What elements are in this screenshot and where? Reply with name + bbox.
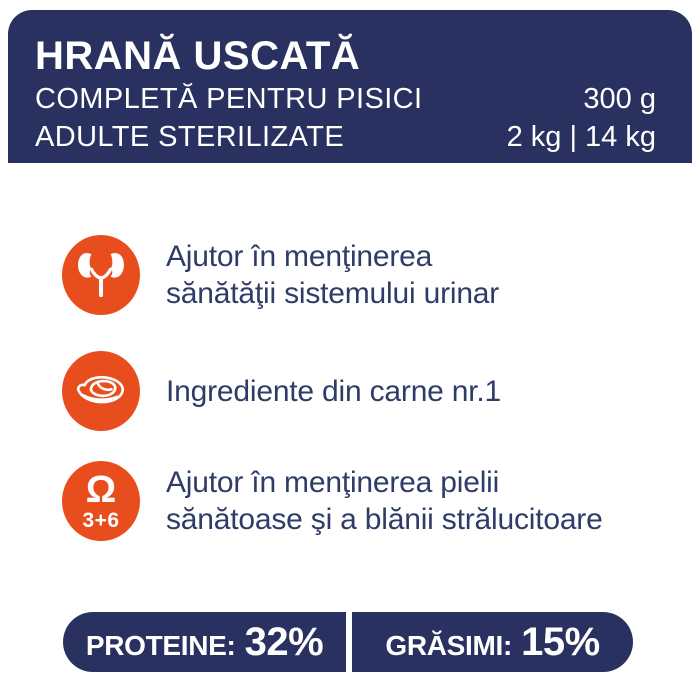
omega-3-6-label: 3+6 (82, 508, 120, 532)
benefit-text-meat (166, 373, 501, 410)
benefit-text-skin-coat (166, 464, 603, 538)
benefit-text-line: sănătăţii sistemului urinar (166, 277, 500, 310)
benefit-row-skin-coat (62, 461, 603, 541)
benefit-text-line: Ingrediente din carne nr.1 (166, 374, 502, 408)
benefit-text-urinary (166, 238, 499, 312)
benefit-text-line: Ajutor în menţinerea (166, 240, 433, 273)
kidneys-icon (62, 235, 140, 315)
protein-label: PROTEINE: (85, 630, 236, 661)
fat-badge (352, 612, 633, 672)
protein-badge (63, 612, 346, 672)
pack-size-large: 2 kg | 14 kg (506, 121, 656, 153)
benefit-row-urinary (62, 235, 499, 315)
fat-label: GRĂSIMI: (385, 630, 513, 661)
subtitle-line2: ADULTE STERILIZATE (35, 121, 345, 153)
header-panel (8, 10, 692, 163)
protein-value: 32% (244, 620, 324, 664)
benefit-row-meat (62, 351, 501, 431)
omega-3-6-icon (62, 461, 140, 541)
meat-steak-icon (62, 351, 140, 431)
benefit-text-line: sănătoase şi a blănii strălucitoare (166, 503, 603, 536)
page-title: HRANĂ USCATĂ (35, 34, 361, 78)
benefit-text-line: Ajutor în menţinerea pielii (166, 466, 500, 499)
omega-symbol: Ω (85, 469, 117, 512)
pack-size-small: 300 g (583, 83, 656, 115)
subtitle-line1: COMPLETĂ PENTRU PISICI (35, 83, 423, 115)
fat-value: 15% (521, 620, 600, 664)
